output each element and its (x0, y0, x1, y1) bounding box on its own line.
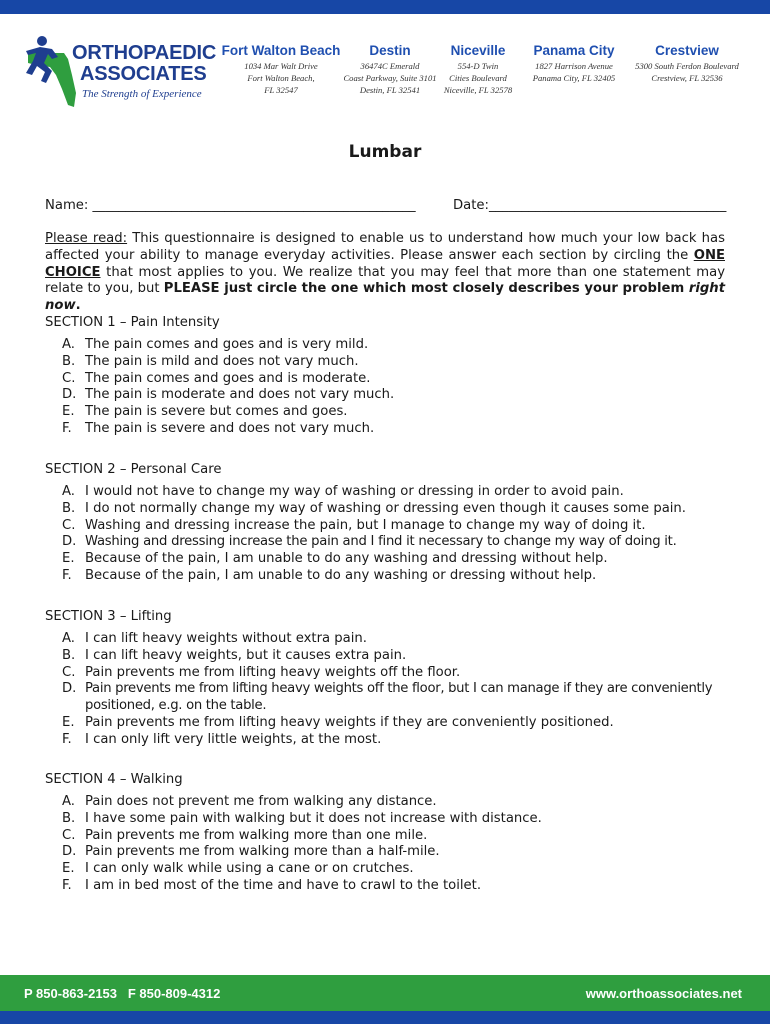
please-read-label: Please read: (45, 231, 128, 246)
answer-option[interactable] (45, 861, 730, 878)
office-address-line: 554-D Twin (457, 61, 499, 71)
office-destin (338, 42, 442, 96)
answer-list (45, 484, 730, 585)
option-text: Pain prevents me from lifting heavy weights off the floor. (85, 664, 461, 680)
office-address-line: 36474C Emerald (360, 61, 420, 71)
option-text: The pain is severe but comes and goes. (85, 404, 348, 420)
option-text: The pain is mild and does not vary much. (85, 353, 359, 369)
footer-bar (0, 975, 770, 1011)
option-letter: A. (62, 484, 75, 499)
answer-option[interactable] (45, 878, 730, 895)
answer-option[interactable] (45, 828, 730, 845)
answer-option[interactable] (45, 404, 730, 421)
office-name: Panama City (533, 43, 615, 58)
logo-line-1: ORTHOPAEDIC (72, 42, 217, 64)
logo-tagline: The Strength of Experience (82, 88, 202, 100)
option-letter: D. (62, 681, 77, 697)
office-panama-city (522, 42, 626, 84)
option-letter: A. (62, 631, 75, 646)
answer-option[interactable] (45, 518, 730, 535)
answer-option[interactable] (45, 844, 730, 861)
option-letter: C. (62, 827, 76, 843)
answer-option[interactable] (45, 371, 730, 388)
option-text: I can only walk while using a cane or on crutches. (85, 861, 414, 877)
option-text: Because of the pain, I am unable to do any washing and dressing without help. (85, 551, 608, 567)
office-name: Crestview (655, 43, 719, 58)
answer-list (45, 794, 730, 895)
office-address-line: Cities Boulevard (449, 73, 507, 83)
section-title: SECTION 4 – Walking (45, 772, 183, 787)
option-text: Pain does not prevent me from walking any distance. (85, 794, 437, 809)
option-letter: B. (62, 500, 76, 516)
company-logo (22, 35, 217, 110)
option-text: I have some pain with walking but it does not increase with distance. (85, 810, 542, 826)
answer-option[interactable] (45, 568, 730, 585)
instructions-bold-italic: right now (45, 281, 725, 314)
answer-option[interactable] (45, 551, 730, 568)
answer-option[interactable] (45, 665, 730, 682)
office-niceville (436, 42, 520, 96)
answer-option[interactable] (45, 421, 730, 438)
answer-option[interactable] (45, 354, 730, 371)
name-field[interactable]: Name: _________________________________________________ (45, 198, 416, 213)
office-address-line: Panama City, FL 32405 (532, 73, 616, 83)
office-fort-walton-beach (216, 42, 346, 96)
one-choice-emphasis: ONE CHOICE (45, 247, 725, 280)
answer-option[interactable] (45, 484, 730, 501)
answer-option[interactable] (45, 631, 730, 648)
office-name: Destin (369, 43, 411, 58)
option-letter: E. (62, 404, 75, 420)
option-text: I can lift heavy weights, but it causes extra pain. (85, 647, 407, 663)
answer-option[interactable] (45, 387, 730, 404)
answer-list (45, 337, 730, 438)
section-walking (45, 772, 730, 895)
option-letter: E. (62, 861, 75, 877)
office-address-line: Coast Parkway, Suite 3101 (343, 73, 437, 83)
answer-list (45, 631, 730, 749)
answer-option[interactable] (45, 534, 730, 551)
option-text: The pain is severe and does not vary much. (85, 420, 375, 436)
option-letter: B. (62, 647, 76, 663)
bottom-accent-bar (0, 1011, 770, 1024)
option-text: The pain comes and goes and is very mild. (85, 337, 369, 352)
option-text: I can only lift very little weights, at the most. (85, 731, 382, 747)
option-letter: C. (62, 517, 76, 533)
answer-option[interactable] (45, 648, 730, 665)
instructions-bold: PLEASE just circle the one which most closely describes your problem (163, 281, 689, 297)
office-address-line: FL 32547 (264, 85, 298, 95)
option-text: Pain prevents me from lifting heavy weights if they are conveniently positioned. (85, 714, 614, 730)
office-address-line: 1827 Harrison Avenue (535, 61, 613, 71)
option-text: Because of the pain, I am unable to do any washing or dressing without help. (85, 567, 597, 583)
office-address-line: Fort Walton Beach, (247, 73, 315, 83)
section-pain-intensity (45, 315, 730, 438)
office-name: Niceville (450, 43, 506, 58)
option-letter: C. (62, 370, 76, 386)
option-text: The pain is moderate and does not vary much. (85, 387, 395, 403)
answer-option[interactable] (45, 681, 730, 715)
answer-option[interactable] (45, 501, 730, 518)
option-letter: B. (62, 810, 76, 826)
option-letter: B. (62, 353, 76, 369)
answer-option[interactable] (45, 337, 730, 354)
option-letter: E. (62, 551, 75, 567)
option-letter: A. (62, 794, 75, 809)
answer-option[interactable] (45, 794, 730, 811)
office-crestview (628, 42, 746, 84)
answer-option[interactable] (45, 715, 730, 732)
phone-fax-numbers: P 850-863-2153 F 850-809-4312 (24, 986, 221, 1001)
option-letter: F. (62, 731, 72, 747)
office-address-line: Niceville, FL 32578 (443, 85, 513, 95)
option-letter: C. (62, 664, 76, 680)
section-lifting (45, 609, 730, 749)
option-letter: E. (62, 714, 75, 730)
section-title: SECTION 2 – Personal Care (45, 462, 222, 477)
section-title: SECTION 3 – Lifting (45, 609, 172, 624)
option-text: Pain prevents me from lifting heavy weights off the floor, but I can manage if they are conveniently positioned, e.g. on the table. (85, 681, 713, 714)
answer-option[interactable] (45, 732, 730, 749)
option-text: I am in bed most of the time and have to crawl to the toilet. (85, 877, 482, 893)
name-date-row (45, 198, 729, 215)
form-title: Lumbar (348, 142, 422, 162)
option-letter: D. (62, 844, 77, 860)
option-text: I can lift heavy weights without extra pain. (85, 631, 367, 646)
section-title: SECTION 1 – Pain Intensity (45, 315, 220, 330)
option-text: Pain prevents me from walking more than one mile. (85, 827, 428, 843)
option-letter: D. (62, 387, 77, 403)
option-letter: F. (62, 877, 72, 893)
option-letter: F. (62, 420, 72, 436)
instructions-text: that most applies to you. We realize that you may feel that more than one statement may relate to you, but (45, 264, 725, 297)
top-accent-bar (0, 0, 770, 14)
section-personal-care (45, 462, 730, 585)
instructions-paragraph (45, 231, 725, 315)
answer-option[interactable] (45, 811, 730, 828)
option-text: Washing and dressing increase the pain, but I manage to change my way of doing it. (85, 517, 646, 533)
office-address-line: Destin, FL 32541 (359, 85, 421, 95)
instructions-end: . (75, 298, 81, 314)
office-address-line: 1034 Mar Walt Drive (244, 61, 318, 71)
instructions-text: This questionnaire is designed to enable us to understand how much your low back has affected your ability to manage everyday activities. Please answer each section by circling the (45, 231, 725, 263)
option-letter: D. (62, 534, 77, 550)
option-text: I do not normally change my way of washing or dressing even though it causes some pain. (85, 500, 686, 516)
office-address-line: Crestview, FL 32536 (651, 73, 723, 83)
option-text: Pain prevents me from walking more than a half-mile. (85, 844, 440, 860)
office-name: Fort Walton Beach (221, 43, 341, 58)
office-address-line: 5300 South Ferdon Boulevard (635, 61, 739, 71)
date-field[interactable]: Date:____________________________________ (453, 198, 727, 213)
option-text: The pain comes and goes and is moderate. (85, 370, 371, 386)
option-text: I would not have to change my way of washing or dressing in order to avoid pain. (85, 484, 624, 499)
option-text: Washing and dressing increase the pain and I find it necessary to change my way of doing it. (85, 534, 677, 550)
website-link[interactable]: www.orthoassociates.net (585, 986, 742, 1001)
logo-line-2: ASSOCIATES (80, 63, 207, 85)
option-letter: F. (62, 567, 72, 583)
option-letter: A. (62, 337, 75, 352)
